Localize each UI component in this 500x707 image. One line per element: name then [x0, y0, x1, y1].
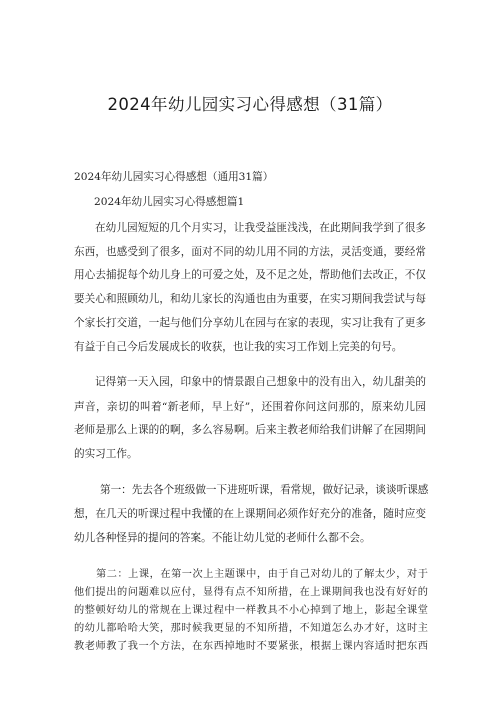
paragraph-line: 声音，亲切的叫着“新老师，早上好”，还围着你问这问那的，原来幼儿园 — [74, 401, 426, 413]
paragraph-line: 要关心和照顾幼儿，和幼儿家长的沟通也由为重要，在实习期间我尝试与每 — [74, 293, 426, 305]
paragraph-line: 第一：先去各个班级做一下进班听课，看常规，做好记录，谈谈听课感 — [100, 484, 429, 496]
paragraph-line: 他们提出的问题难以应付，显得有点不知所措，在上课期间我也没有好好的 — [74, 587, 428, 598]
paragraph-line: 幼儿各种怪异的提问的答案。不能让幼儿觉的老师什么都不会。 — [74, 532, 371, 544]
paragraph-line: 的实习工作。 — [74, 448, 138, 460]
paragraph-line: 在幼儿园短短的几个月实习，让我受益匪浅浅，在此期间我学到了很多 — [95, 222, 426, 234]
paragraph-line: 用心去捕捉每个幼儿身上的可爱之处，及不足之处，帮助他们去改正，不仅 — [74, 269, 426, 281]
paragraph-line: 第二：上课，在第一次上主题课中，由于自己对幼儿的了解太少，对于 — [96, 569, 428, 580]
paragraph-line: 记得第一天入园，印象中的情景跟自己想象中的没有出入，幼儿甜美的 — [95, 376, 426, 388]
paragraph-line: 个家长打交道，一起与他们分享幼儿在园与在家的表现，实习让我有了更多 — [74, 317, 426, 329]
document-subtitle: 2024年幼儿园实习心得感想（通用31篇） — [74, 171, 274, 183]
section-heading: 2024年幼儿园实习心得感想篇1 — [94, 196, 245, 208]
paragraph-line: 教老师教了我一个方法，在东西掉地时不要紧张，根据上课内容适时把东西 — [74, 641, 428, 652]
paragraph-line: 的整顿好幼儿的常规在上课过程中一样教具不小心掉到了地上，影起全课堂 — [74, 605, 428, 616]
paragraph-line: 东西，也感受到了很多，面对不同的幼儿用不同的方法，灵活变通，要经常 — [74, 246, 426, 258]
paragraph-line: 的幼儿都哈哈大笑，那时候我更显的不知所措，不知道怎么办才好，这时主 — [74, 623, 428, 634]
paragraph-line: 有益于自己今后发展成长的收获，也让我的实习工作划上完美的句号。 — [74, 341, 403, 353]
document-title: 2024年幼儿园实习心得感想（31篇） — [107, 95, 393, 114]
paragraph-line: 想，在几天的听课过程中我懂的在上课期间必须作好充分的准备，随时应变 — [74, 508, 426, 520]
paragraph-line: 老师是那么上课的的啊，多么容易啊。后来主教老师给我们讲解了在园期间 — [74, 424, 426, 436]
